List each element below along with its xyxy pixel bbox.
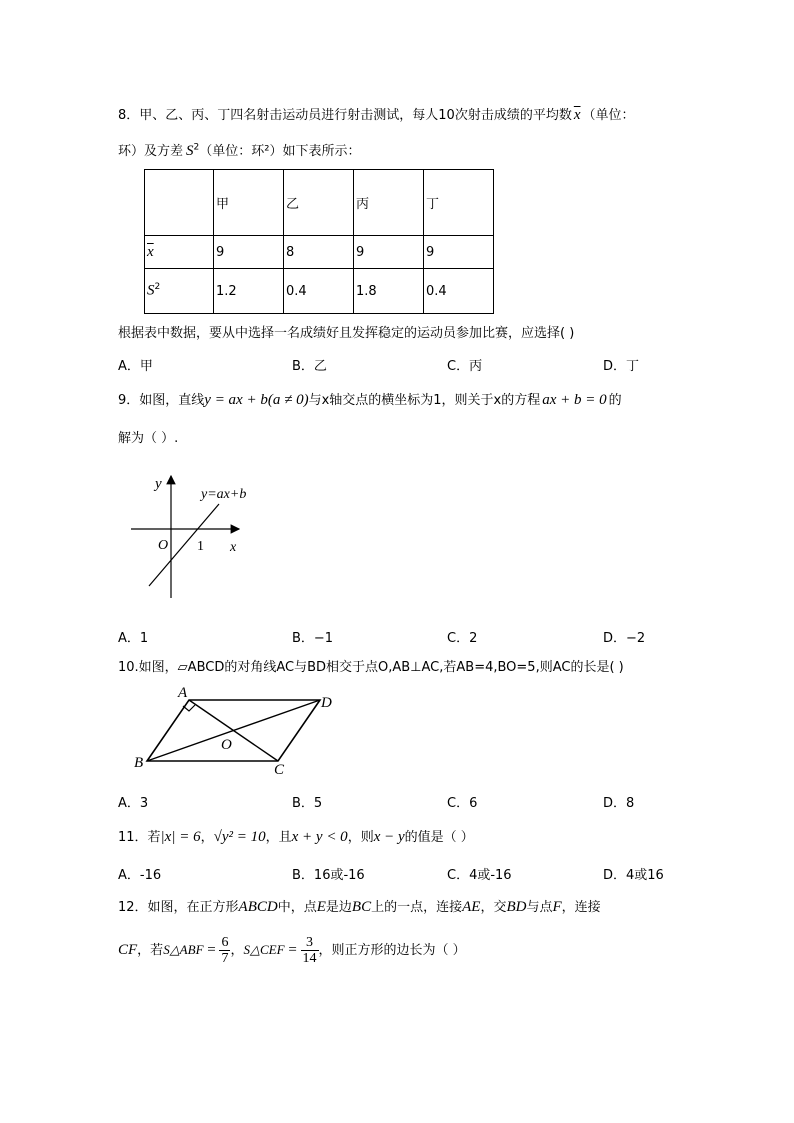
tick-one-label: 1: [197, 539, 204, 554]
line-label: y=ax+b: [201, 487, 247, 502]
q8-line1: 8．甲、乙、丙、丁四名射击运动员进行射击测试，每人10次射击成绩的平均数 $\overline{x}$ （单位：: [118, 107, 635, 123]
q12-line2: CF，若S△ABF = $\frac{6}{7}$ ，S△CEF = $\frac{3}{14}$ ，则正方形的边长为（ ）: [118, 935, 466, 966]
q10-option-a: A．3: [118, 796, 149, 811]
q9-option-b: B．−1: [292, 631, 334, 646]
q10-option-c: C．6: [447, 796, 478, 811]
y-axis-label: y: [155, 476, 162, 492]
table-row: $S^2$ 1.2 0.4 1.8 0.4: [145, 269, 494, 314]
q11-option-a: A．-16: [118, 868, 162, 883]
q10-parallelogram: [130, 684, 350, 776]
table-row: 甲 乙 丙 丁: [145, 170, 494, 236]
q9-graph: [125, 470, 260, 602]
label-a: A: [178, 685, 188, 701]
q11-option-b: B．16或-16: [292, 868, 365, 883]
q9-option-d: D．−2: [603, 631, 646, 646]
q8-option-d: D．丁: [603, 359, 640, 374]
q9-option-a: A．1: [118, 631, 149, 646]
q8-line2: 环）及方差 $S^2$（单位：环²）如下表所示：: [118, 142, 361, 159]
q9-line1: 9．如图，直线y = ax + b(a ≠ 0)与x轴交点的横坐标为1，则关于x的方程 ax + b = 0 的: [118, 392, 622, 408]
fraction-3-14: $\frac{3}{14}$: [302, 935, 317, 966]
q8-option-a: A．甲: [118, 359, 153, 374]
q8-table: [144, 169, 494, 314]
q8-xbar: $\overline{x}$: [573, 107, 581, 123]
q9-line2: 解为（ ）.: [118, 431, 179, 446]
x-axis-label: x: [230, 540, 237, 555]
label-c: C: [274, 762, 285, 776]
q8-option-b: B．乙: [292, 359, 327, 374]
q10-text: 10.如图，▱ABCD的对角线AC与BD相交于点O,AB⊥AC,若AB=4,BO=5,则AC的长是( ): [118, 660, 624, 675]
q12-line1: 12．如图，在正方形ABCD中，点E是边BC上的一点，连接AE，交BD与点F，连接: [118, 899, 601, 915]
label-b: B: [134, 755, 144, 771]
q11-line: 11．若|x| = 6，√y² = 10，且x + y < 0，则x − y的值是（ ）: [118, 829, 474, 845]
origin-label: O: [158, 538, 169, 553]
q8-option-c: C．丙: [447, 359, 483, 374]
q11-option-d: D．4或16: [603, 868, 664, 883]
q10-option-b: B．5: [292, 796, 323, 811]
diagonal-bd: [147, 700, 320, 761]
q9-option-c: C．2: [447, 631, 478, 646]
q10-option-d: D．8: [603, 796, 635, 811]
label-d: D: [321, 695, 332, 711]
q11-option-c: C．4或-16: [447, 868, 512, 883]
fraction-6-7: $\frac{6}{7}$: [221, 935, 229, 966]
label-o: O: [221, 737, 232, 753]
table-row: $\overline{x}$ 9 8 9 9: [145, 236, 494, 269]
q8-question: 根据表中数据，要从中选择一名成绩好且发挥稳定的运动员参加比赛，应选择( ): [118, 326, 575, 341]
